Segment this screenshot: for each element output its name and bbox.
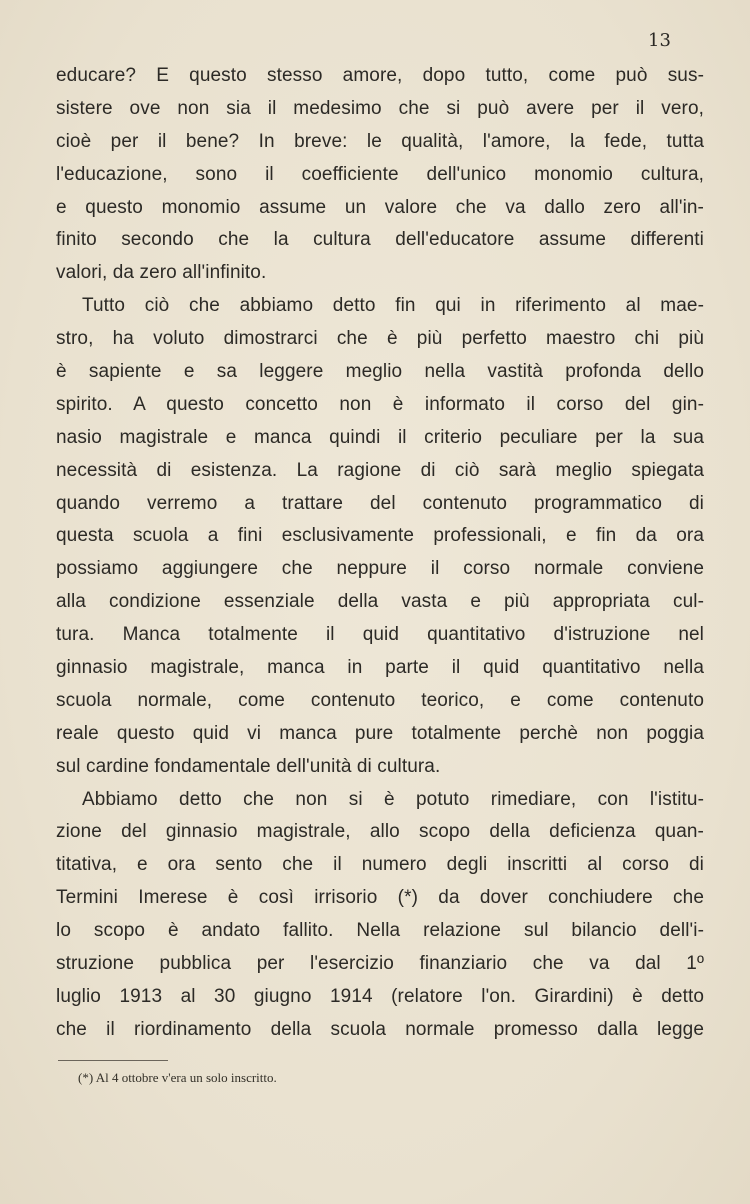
text-line: tura. Manca totalmente il quid quantitativo d'istruzione nel xyxy=(56,624,704,646)
text-line: luglio 1913 al 30 giugno 1914 (relatore l'on. Girardini) è detto xyxy=(56,985,704,1007)
text-line: possiamo aggiungere che neppure il corso normale conviene xyxy=(56,558,704,580)
text-line: quando verremo a trattare del contenuto programmatico di xyxy=(56,492,704,514)
body-text xyxy=(56,60,704,1047)
page-number: 13 xyxy=(648,30,671,51)
footnote-divider xyxy=(58,1060,168,1061)
text-line: educare? E questo stesso amore, dopo tutto, come può sus- xyxy=(56,65,704,86)
text-line: valori, da zero all'infinito. xyxy=(56,262,267,284)
text-line: sul cardine fondamentale dell'unità di cultura. xyxy=(56,755,441,777)
text-line: lo scopo è andato fallito. Nella relazione sul bilancio dell'i- xyxy=(56,920,704,942)
text-line: finito secondo che la cultura dell'educatore assume differenti xyxy=(56,229,704,251)
text-line: stro, ha voluto dimostrarci che è più perfetto maestro chi più xyxy=(56,328,704,350)
text-line: è sapiente e sa leggere meglio nella vastità profonda dello xyxy=(56,361,704,383)
text-line: Tutto ciò che abbiamo detto fin qui in riferimento al mae- xyxy=(82,295,704,317)
text-line: cioè per il bene? In breve: le qualità, l'amore, la fede, tutta xyxy=(56,130,704,152)
text-line: titativa, e ora sento che il numero degli inscritti al corso di xyxy=(56,854,704,876)
text-line: necessità di esistenza. La ragione di ciò sarà meglio spiegata xyxy=(56,459,704,481)
text-line: reale questo quid vi manca pure totalmente perchè non poggia xyxy=(56,722,704,744)
text-line: ginnasio magistrale, manca in parte il quid quantitativo nella xyxy=(56,657,704,679)
footnote: (*) Al 4 ottobre v'era un solo inscritto. xyxy=(78,1070,277,1085)
text-line: spirito. A questo concetto non è informato il corso del gin- xyxy=(56,393,704,415)
text-line: l'educazione, sono il coefficiente dell'unico monomio cultura, xyxy=(56,163,704,185)
text-line: struzione pubblica per l'esercizio finanziario che va dal 1º xyxy=(56,953,704,975)
text-line: nasio magistrale e manca quindi il criterio peculiare per la sua xyxy=(56,426,704,448)
text-line: Termini Imerese è così irrisorio (*) da dover conchiudere che xyxy=(56,887,704,909)
text-line: e questo monomio assume un valore che va dallo zero all'in- xyxy=(56,196,704,218)
text-line: scuola normale, come contenuto teorico, e come contenuto xyxy=(56,689,704,711)
text-line: zione del ginnasio magistrale, allo scopo della deficienza quan- xyxy=(56,821,704,843)
text-line: che il riordinamento della scuola normale promesso dalla legge xyxy=(56,1018,704,1040)
text-line: questa scuola a fini esclusivamente professionali, e fin da ora xyxy=(56,525,704,547)
text-line: alla condizione essenziale della vasta e più appropriata cul- xyxy=(56,591,704,613)
text-line: Abbiamo detto che non si è potuto rimediare, con l'istitu- xyxy=(82,788,704,810)
text-line: sistere ove non sia il medesimo che si può avere per il vero, xyxy=(56,97,704,119)
